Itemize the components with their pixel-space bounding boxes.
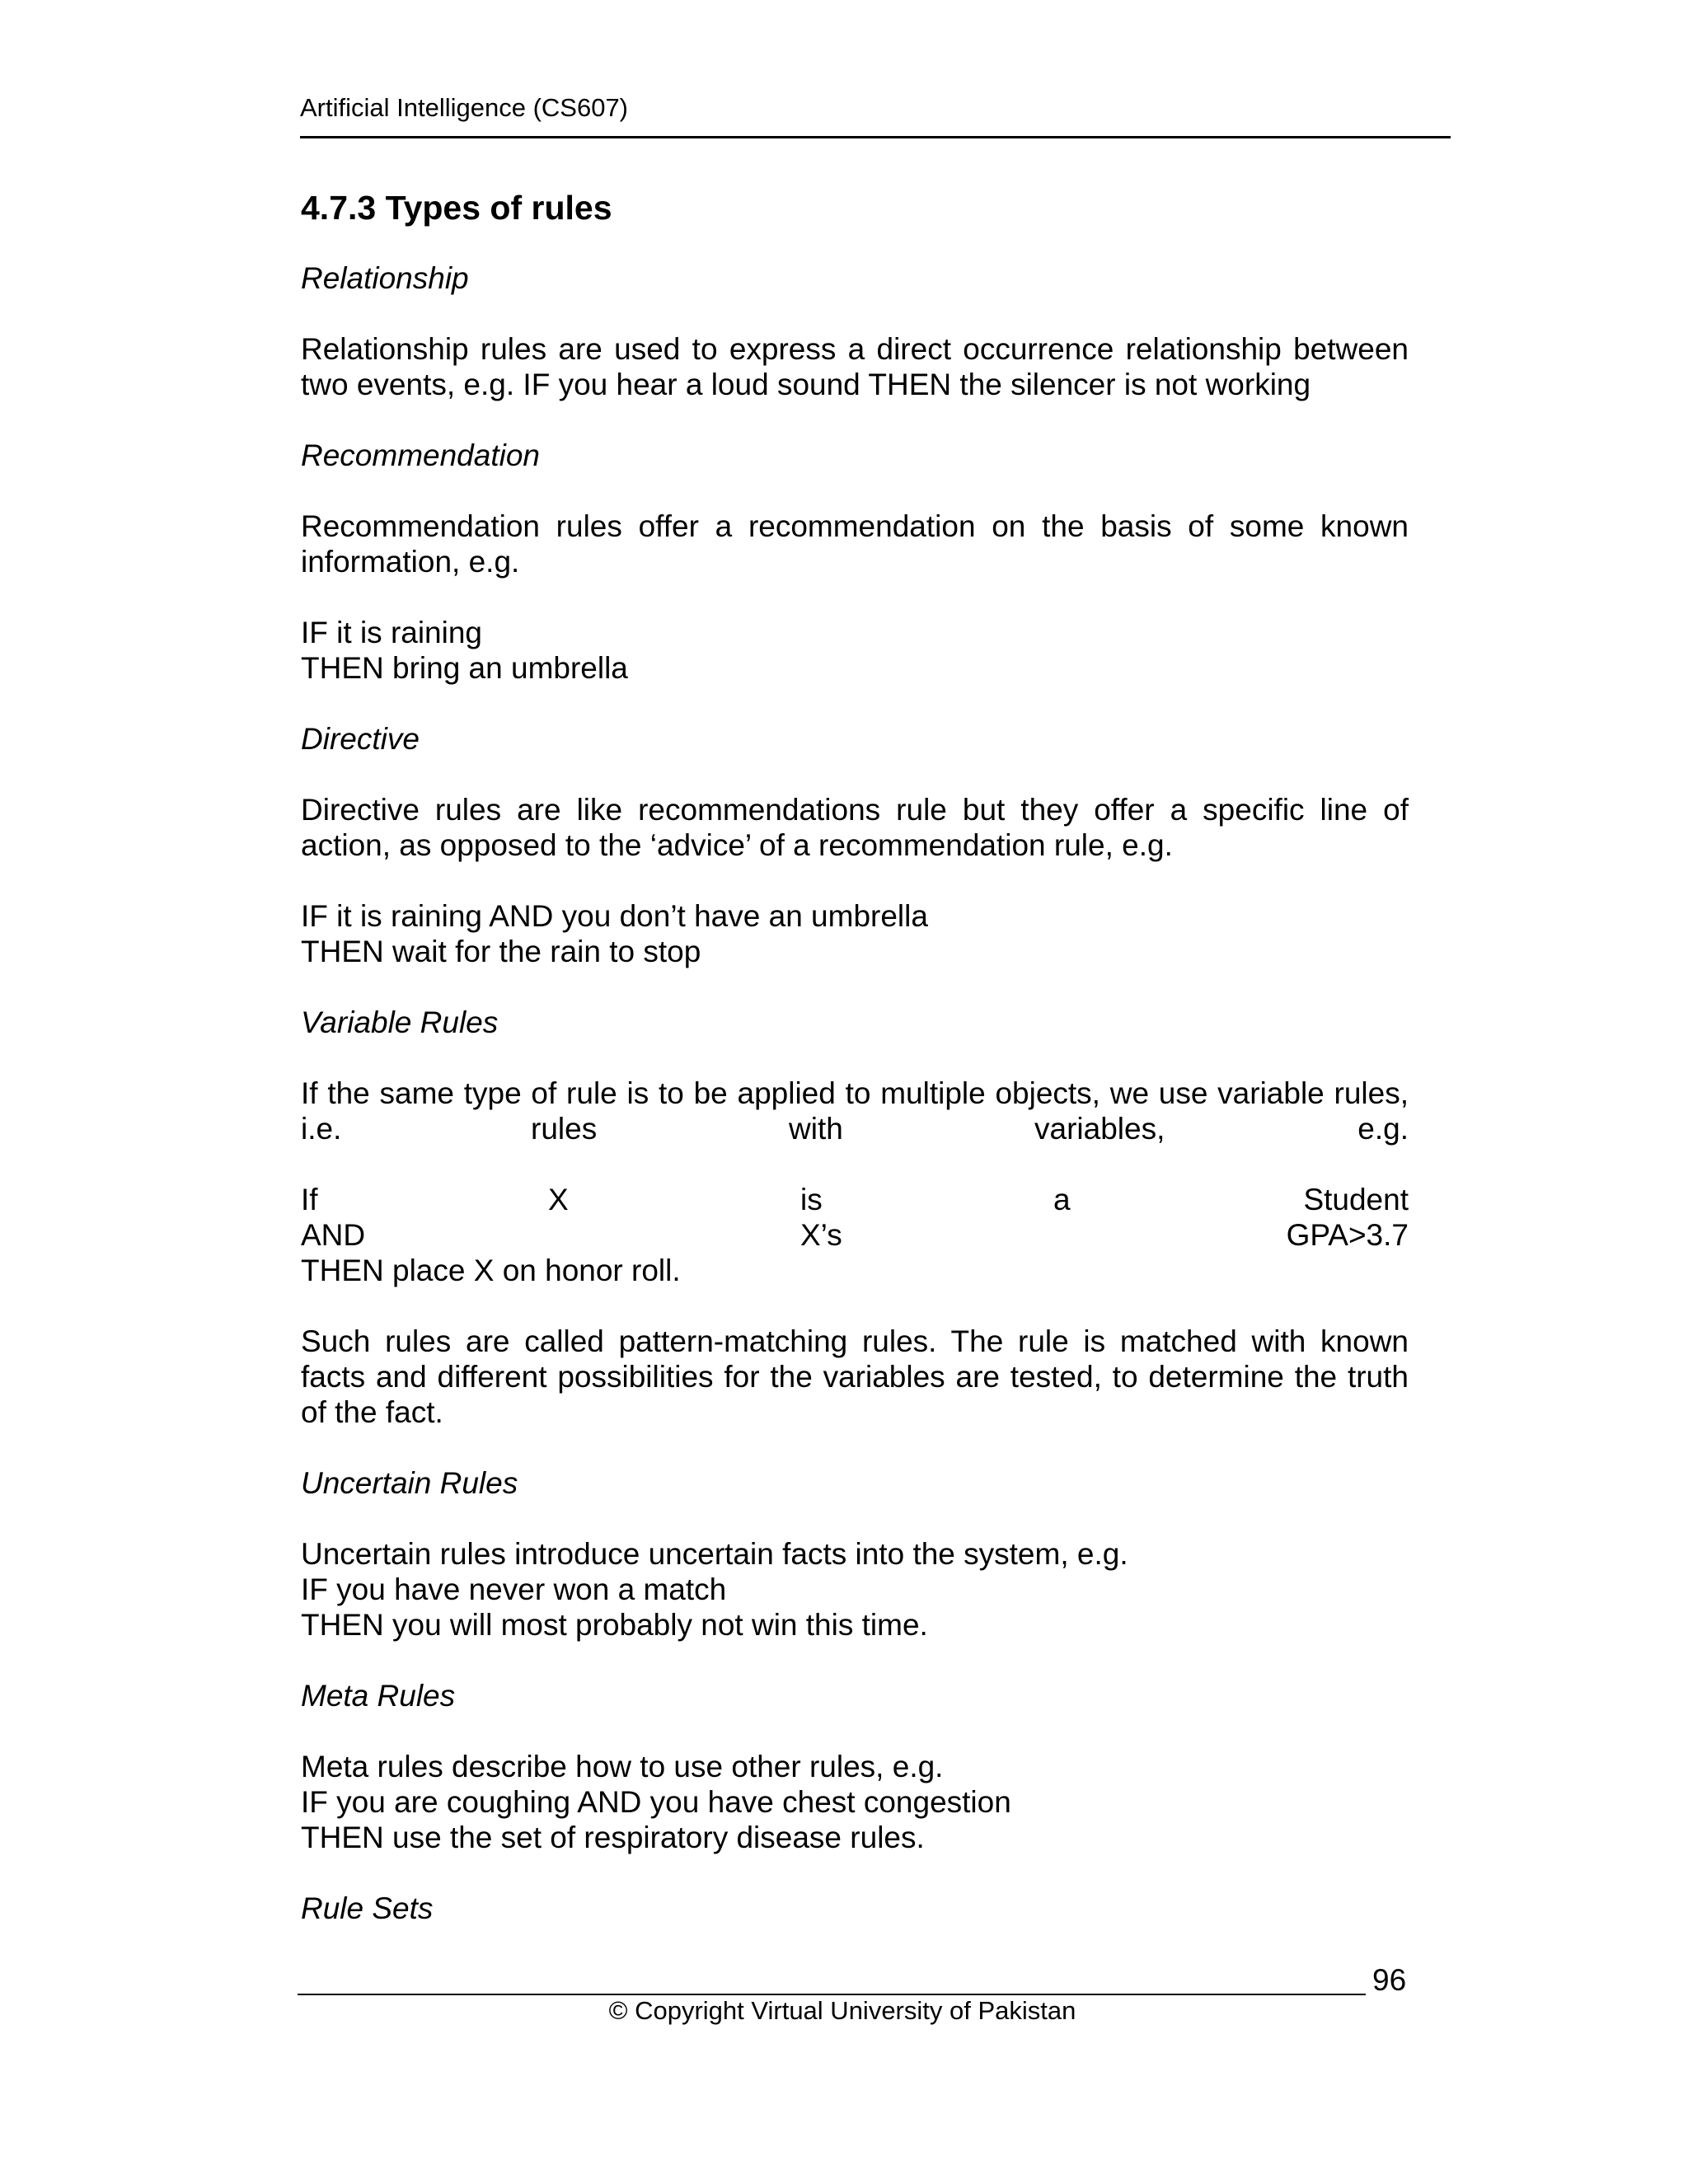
word: rules — [531, 1112, 598, 1146]
word: e.g. — [1357, 1112, 1409, 1146]
rule-example-directive — [301, 898, 1409, 969]
text-line: Such rules are called pattern-matching rules. The rule is matched with known — [301, 1324, 1409, 1358]
paragraph-meta-rules — [301, 1749, 1409, 1855]
subheading-relationship: Relationship — [301, 261, 469, 295]
rule-line: THEN wait for the rain to stop — [301, 935, 701, 968]
copyright-text: © Copyright Virtual University of Pakistan — [608, 1996, 1076, 2025]
footer-divider — [298, 1994, 1366, 1995]
text-line: Recommendation rules offer a recommendation on the basis of some known — [301, 509, 1409, 543]
text-line: Relationship rules are used to express a direct occurrence relationship between — [301, 332, 1409, 366]
word: If — [301, 1183, 318, 1216]
word: is — [800, 1183, 823, 1216]
word: AND — [301, 1218, 366, 1252]
word: a — [1053, 1183, 1071, 1216]
word: variables, — [1034, 1112, 1165, 1146]
subheading-recommendation: Recommendation — [301, 438, 540, 472]
text-line: If the same type of rule is to be applied to multiple objects, we use variable rules, — [301, 1076, 1409, 1110]
spread-line — [301, 1111, 1409, 1146]
text-line: THEN place X on honor roll. — [301, 1254, 681, 1287]
text-line — [301, 1076, 1409, 1111]
text-line: action, as opposed to the ‘advice’ of a recommendation rule, e.g. — [301, 828, 1173, 862]
rule-line: IF it is raining — [301, 616, 483, 649]
rule-line: IF you have never won a match — [301, 1572, 727, 1606]
word: Student — [1303, 1183, 1409, 1216]
word: i.e. — [301, 1112, 342, 1146]
paragraph-recommendation — [301, 509, 1409, 579]
subheading-rule-sets: Rule Sets — [301, 1891, 434, 1925]
word: GPA>3.7 — [1286, 1218, 1409, 1252]
rule-line: IF you are coughing AND you have chest congestion — [301, 1785, 1011, 1819]
rule-line: IF it is raining AND you don’t have an umbrella — [301, 899, 928, 933]
rule-line: THEN bring an umbrella — [301, 651, 628, 685]
rule-line: THEN you will most probably not win this time. — [301, 1608, 928, 1642]
rule-line — [301, 1253, 1409, 1288]
text-line: of the fact. — [301, 1395, 443, 1429]
paragraph-pattern-matching — [301, 1324, 1409, 1430]
text-line: facts and different possibilities for the variables are tested, to determine the truth — [301, 1360, 1409, 1394]
subheading-uncertain-rules: Uncertain Rules — [301, 1466, 518, 1500]
word: X’s — [800, 1218, 842, 1252]
paragraph-uncertain-rules — [301, 1536, 1409, 1643]
text-line: information, e.g. — [301, 545, 520, 579]
paragraph-directive — [301, 792, 1409, 863]
page-content — [301, 188, 1409, 1961]
rule-line — [301, 1217, 1409, 1253]
footer-copyright — [0, 1996, 1688, 2026]
rule-example-variable — [301, 1182, 1409, 1288]
rule-example-recommendation — [301, 615, 1409, 686]
text-line: Meta rules describe how to use other rules, e.g. — [301, 1750, 944, 1783]
header-divider — [300, 136, 1451, 138]
subheading-meta-rules: Meta Rules — [301, 1679, 456, 1713]
word: with — [789, 1112, 843, 1146]
paragraph-relationship — [301, 331, 1409, 402]
rule-line: THEN use the set of respiratory disease rules. — [301, 1821, 925, 1854]
subheading-directive: Directive — [301, 722, 420, 756]
paragraph-variable-rules — [301, 1076, 1409, 1146]
subheading-variable-rules: Variable Rules — [301, 1005, 499, 1039]
text-line: Uncertain rules introduce uncertain facts into the system, e.g. — [301, 1537, 1128, 1571]
page-number: 96 — [1372, 1963, 1407, 1997]
word: X — [548, 1183, 569, 1216]
rule-line — [301, 1182, 1409, 1217]
text-line: Directive rules are like recommendations rule but they offer a specific line of — [301, 793, 1409, 827]
header-title: Artificial Intelligence (CS607) — [300, 93, 629, 122]
text-line: two events, e.g. IF you hear a loud sound THEN the silencer is not working — [301, 368, 1311, 401]
section-heading: 4.7.3 Types of rules — [301, 189, 612, 227]
